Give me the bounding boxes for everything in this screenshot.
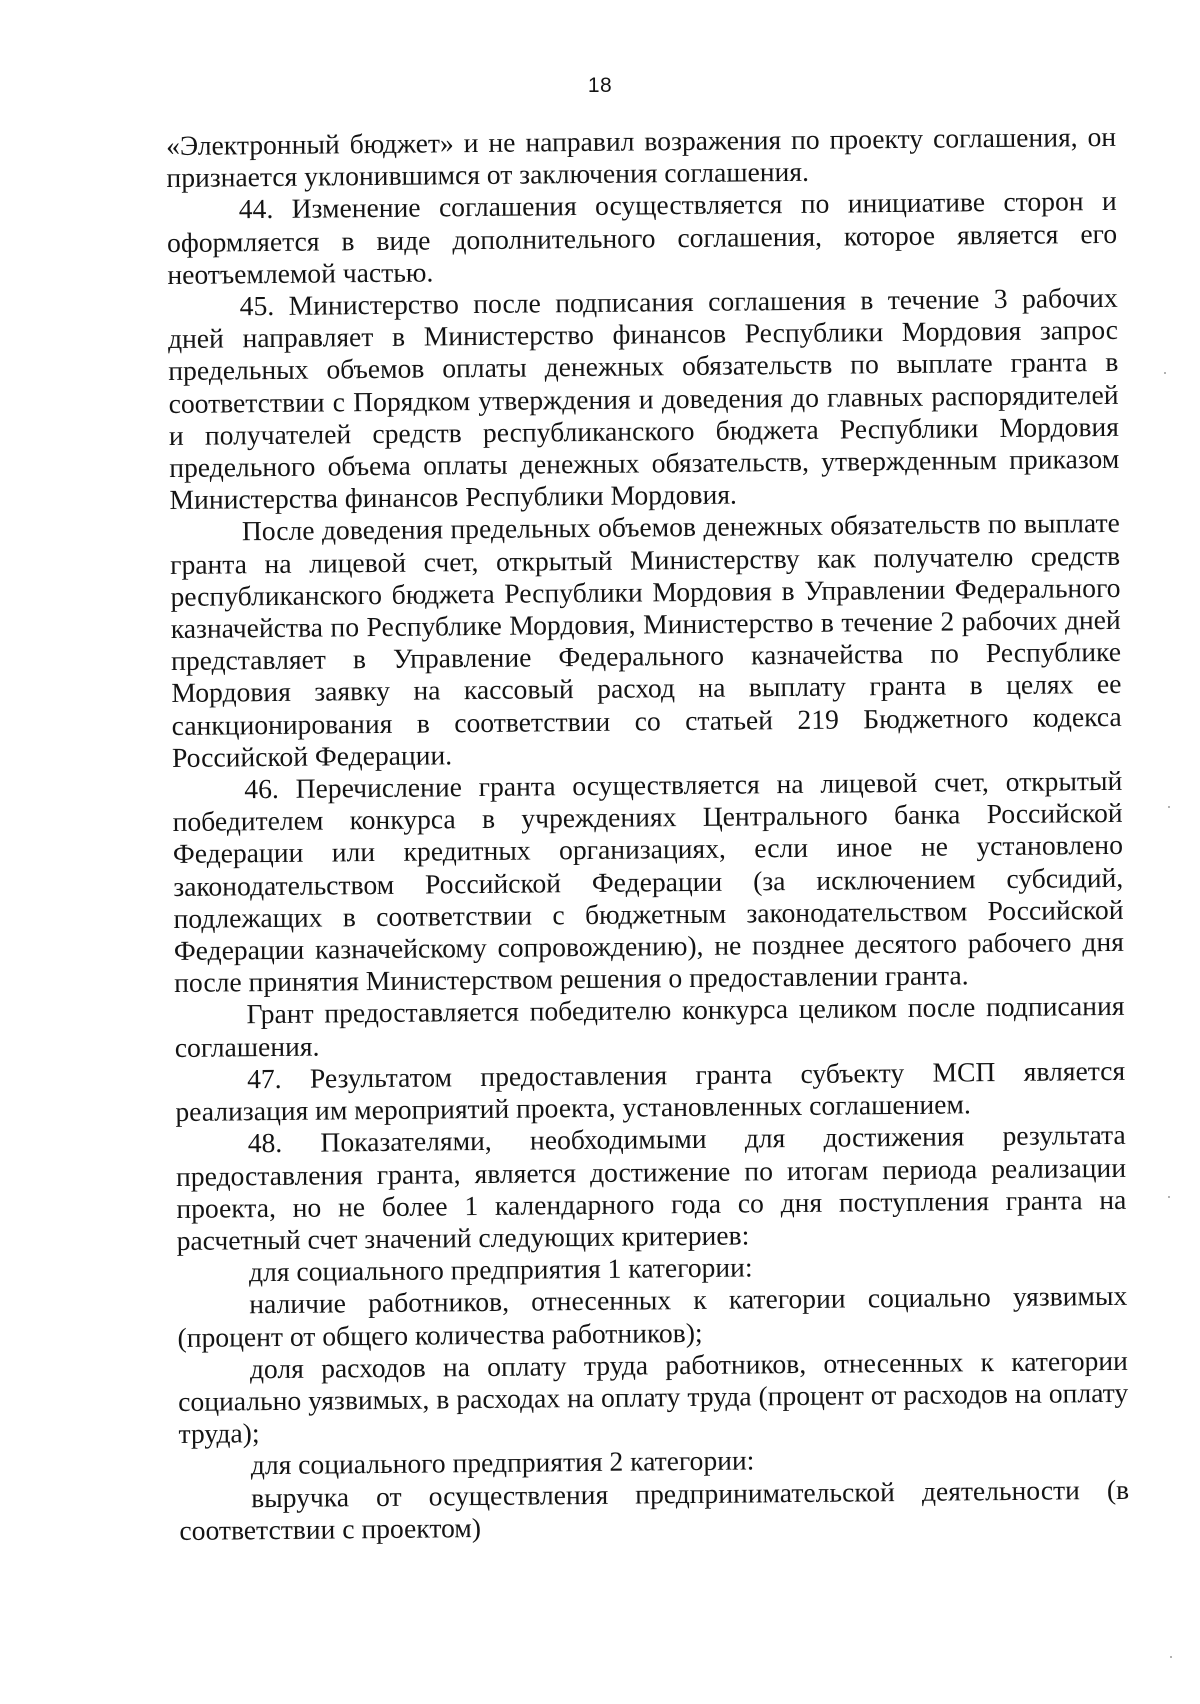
paragraph-44: 44. Изменение соглашения осуществляется по инициативе сторон и оформляется в виде дополнительного соглашения, которое является его неотъемлемой частью. <box>166 185 1118 290</box>
paragraph-46: 46. Перечисление гранта осуществляется на лицевой счет, открытый победителем конкурса в учреждениях Центрального банка Российской Федерации или кредитных организациях, если иное не установлено законодательством Российской Федерации (за исключением субсидий, подлежащих в соответствии с бюджетным законодательством Российской Федерации казначейскому сопровождению), не позднее десятого рабочего дня после принятия Министерством решения о предоставлении гранта. <box>172 764 1124 999</box>
document-body <box>166 121 1130 1547</box>
criteria-category-2-heading: для социального предприятия 2 категории: <box>250 1444 755 1481</box>
scan-speck <box>1168 806 1170 808</box>
scan-speck <box>1164 372 1166 374</box>
criteria-category-1-heading: для социального предприятия 1 категории: <box>248 1251 753 1288</box>
criteria-item: доля расходов на оплату труда работников, отнесенных к категории социально уязвимых, в расходах на оплату труда (процент от расходов на оплату труда); <box>178 1344 1129 1450</box>
paragraph-45: 45. Министерство после подписания соглашения в течение 3 рабочих дней направляет в Министерство финансов Республики Мордовия запрос предельных объемов оплаты денежных обязательств по выплате гранта в соответствии с Порядком утверждения и доведения до главных распорядителей и получателей средств республиканского бюджета Республики Мордовия предельного объема оплаты денежных обязательств, утвержденным приказом Министерства финансов Республики Мордовия. <box>167 281 1120 516</box>
page-number: 18 <box>587 74 613 97</box>
paragraph-continuation: «Электронный бюджет» и не направил возражения по проекту соглашения, он признается уклонившимся от заключения соглашения. <box>166 120 1117 194</box>
paragraph-45-continued: После доведения предельных объемов денежных обязательств по выплате гранта на лицевой счет, открытый Министерству как получателю средств республиканского бюджета Республики Мордовия в Управлении Федерального казначейства по Республике Мордовия, Министерство в течение 2 рабочих дней представляет в Управление Федерального казначейства по Республике Мордовия заявку на кассовый расход на выплату гранта в целях ее санкционирования в соответствии со статьей 219 Бюджетного кодекса Российской Федерации. <box>170 507 1122 773</box>
paragraph-48: 48. Показателями, необходимыми для достижения результата предоставления гранта, является достижение по итогам периода реализации проекта, но не более 1 календарного года со дня поступления гранта на расчетный счет значений следующих критериев: <box>175 1119 1127 1256</box>
scan-speck <box>1170 1656 1172 1658</box>
criteria-item: выручка от осуществления предпринимательской деятельности (в соответствии с проектом) <box>179 1473 1130 1546</box>
paragraph-46-continued: Грант предоставляется победителю конкурса целиком после подписания соглашения. <box>174 990 1125 1063</box>
criteria-item: наличие работников, отнесенных к категории социально уязвимых (процент от общего количества работников); <box>177 1280 1128 1353</box>
paragraph-47: 47. Результатом предоставления гранта субъекту МСП является реализация им мероприятий проекта, установленных соглашением. <box>175 1054 1126 1128</box>
scan-speck <box>1168 1196 1170 1198</box>
